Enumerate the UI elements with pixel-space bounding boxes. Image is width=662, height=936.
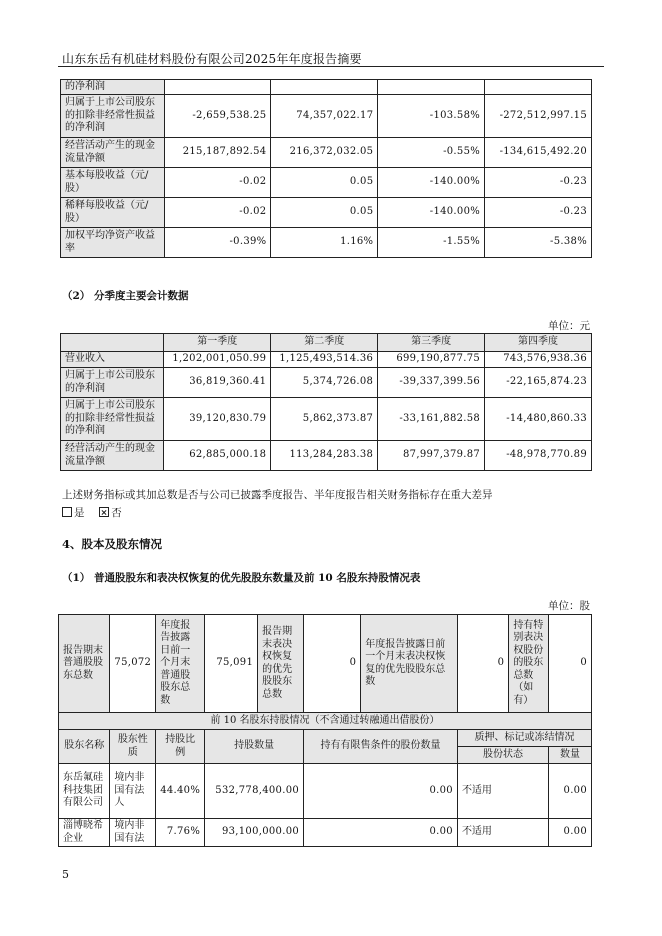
cell: -1.55% — [378, 228, 485, 258]
cell — [271, 80, 378, 95]
cell: -140.00% — [378, 168, 485, 198]
cell: -140.00% — [378, 198, 485, 228]
table-row — [61, 228, 592, 258]
table-row — [61, 95, 592, 138]
cell: -0.02 — [164, 168, 271, 198]
row-label: 加权平均净资产收益率 — [61, 228, 165, 258]
row-label: 稀释每股收益（元/股） — [61, 198, 165, 228]
option-yes-label: 是 — [74, 507, 85, 519]
cell: 0.05 — [271, 198, 378, 228]
header-cell — [61, 334, 164, 352]
cell: -103.58% — [378, 95, 485, 138]
header-cell: 第三季度 — [378, 334, 485, 352]
cell: 5,862,373.87 — [271, 398, 378, 441]
holder-name: 淄博晓希企业 — [59, 819, 110, 847]
cell: -2,659,538.25 — [164, 95, 271, 138]
section-title-shares: 4、股本及股东情况 — [62, 537, 163, 551]
cell: -0.23 — [485, 198, 592, 228]
col-header: 股东名称 — [59, 730, 110, 764]
col-header: 数量 — [549, 747, 592, 764]
col-header: 持有有限售条件的股份数量 — [304, 730, 458, 764]
col-header: 质押、标记或冻结情况 — [457, 730, 591, 747]
holder-status: 不适用 — [457, 819, 548, 847]
cell: -0.55% — [378, 138, 485, 168]
cell: 0 — [304, 615, 361, 713]
header-cell: 第二季度 — [271, 334, 378, 352]
holder-ratio: 7.76% — [156, 819, 205, 847]
cell: 5,374,726.08 — [271, 368, 378, 398]
table-row — [59, 819, 592, 847]
difference-options — [62, 505, 122, 520]
cell: -33,161,882.58 — [378, 398, 485, 441]
cell: 1,125,493,514.36 — [271, 352, 378, 368]
col-header: 持股数量 — [205, 730, 304, 764]
cell: -134,615,492.20 — [485, 138, 592, 168]
col-header: 股东性质 — [110, 730, 156, 764]
header-cell: 报告期末表决权恢复的优先股股东总数 — [258, 615, 304, 713]
cell: 75,072 — [110, 615, 156, 713]
header-cell: 第一季度 — [164, 334, 271, 352]
header-cell: 报告期末普通股股东总数 — [59, 615, 110, 713]
cell: 1,202,001,050.99 — [164, 352, 271, 368]
cell: 0 — [549, 615, 592, 713]
cell: -39,337,399.56 — [378, 368, 485, 398]
header-divider — [58, 66, 604, 67]
holder-restricted: 0.00 — [304, 764, 458, 819]
cell: 75,091 — [205, 615, 258, 713]
holder-amount: 0.00 — [549, 764, 592, 819]
row-label: 归属于上市公司股东的扣除非经常性损益的净利润 — [61, 95, 165, 138]
holder-restricted: 0.00 — [304, 819, 458, 847]
cell: 0.05 — [271, 168, 378, 198]
section-title-shareholders: （1） 普通股股东和表决权恢复的优先股股东数量及前 10 名股东持股情况表 — [62, 572, 421, 584]
key-financial-table — [60, 79, 592, 258]
unit-label-shares: 单位：股 — [548, 600, 590, 612]
holder-qty: 532,778,400.00 — [205, 764, 304, 819]
holder-name: 东岳氟硅科技集团有限公司 — [59, 764, 110, 819]
table-row — [61, 80, 592, 95]
table-row — [61, 168, 592, 198]
table-row — [61, 352, 592, 368]
cell: 699,190,877.75 — [378, 352, 485, 368]
holder-nature: 境内非国有法 — [110, 819, 156, 847]
col-header: 股份状态 — [457, 747, 548, 764]
cell: -14,480,860.33 — [485, 398, 592, 441]
header-cell: 年度报告披露日前一个月末表决权恢复的优先股股东总数 — [361, 615, 458, 713]
cell: -272,512,997.15 — [485, 95, 592, 138]
page-number: 5 — [62, 868, 69, 881]
cell: -0.39% — [164, 228, 271, 258]
row-label: 的净利润 — [61, 80, 165, 95]
holder-qty: 93,100,000.00 — [205, 819, 304, 847]
header-cell: 年度报告披露日前一个月末普通股股东总数 — [156, 615, 205, 713]
cell: 113,284,283.38 — [271, 441, 378, 471]
row-label: 营业收入 — [61, 352, 164, 368]
holder-status: 不适用 — [457, 764, 548, 819]
cell: 36,819,360.41 — [164, 368, 271, 398]
top10-title-row — [59, 713, 592, 730]
table-row — [61, 398, 592, 441]
header-cell: 第四季度 — [485, 334, 592, 352]
cell: -0.02 — [164, 198, 271, 228]
table-header-row — [61, 334, 592, 352]
cell: 0 — [457, 615, 508, 713]
row-label: 基本每股收益（元/股） — [61, 168, 165, 198]
row-label: 归属于上市公司股东的净利润 — [61, 368, 164, 398]
cell: 87,997,379.87 — [378, 441, 485, 471]
cell: 74,357,022.17 — [271, 95, 378, 138]
shareholders-table — [58, 614, 592, 847]
cell: 62,885,000.18 — [164, 441, 271, 471]
checkbox-yes[interactable] — [62, 507, 72, 517]
column-header-row — [59, 730, 592, 747]
cell: 215,187,892.54 — [164, 138, 271, 168]
table-row — [61, 368, 592, 398]
unit-label: 单位：元 — [548, 320, 590, 332]
cell: 1.16% — [271, 228, 378, 258]
row-label: 经营活动产生的现金流量净额 — [61, 138, 165, 168]
top10-title: 前 10 名股东持股情况（不含通过转融通出借股份） — [59, 713, 592, 730]
cell: -22,165,874.23 — [485, 368, 592, 398]
section-title-quarterly: （2） 分季度主要会计数据 — [62, 290, 189, 302]
option-no-label: 否 — [111, 507, 122, 519]
table-row — [59, 764, 592, 819]
cell: -48,978,770.89 — [485, 441, 592, 471]
cell: 216,372,032.05 — [271, 138, 378, 168]
holder-nature: 境内非国有法人 — [110, 764, 156, 819]
cell: -0.23 — [485, 168, 592, 198]
holder-ratio: 44.40% — [156, 764, 205, 819]
table-row — [61, 441, 592, 471]
cell — [485, 80, 592, 95]
table-row — [61, 198, 592, 228]
row-label: 经营活动产生的现金流量净额 — [61, 441, 164, 471]
table-row — [61, 138, 592, 168]
difference-question: 上述财务指标或其加总数是否与公司已披露季度报告、半年度报告相关财务指标存在重大差异 — [62, 489, 493, 501]
summary-row — [59, 615, 592, 713]
cell: -5.38% — [485, 228, 592, 258]
col-header: 持股比例 — [156, 730, 205, 764]
page-header-title: 山东东岳有机硅材料股份有限公司2025年年度报告摘要 — [62, 52, 362, 66]
row-label: 归属于上市公司股东的扣除非经常性损益的净利润 — [61, 398, 164, 441]
header-cell: 持有特别表决权股份的股东总数（如有） — [509, 615, 549, 713]
cell: 39,120,830.79 — [164, 398, 271, 441]
checkbox-no[interactable] — [99, 507, 109, 517]
cell — [378, 80, 485, 95]
cell — [164, 80, 271, 95]
quarterly-data-table — [60, 333, 592, 471]
holder-amount: 0.00 — [549, 819, 592, 847]
cell: 743,576,938.36 — [485, 352, 592, 368]
